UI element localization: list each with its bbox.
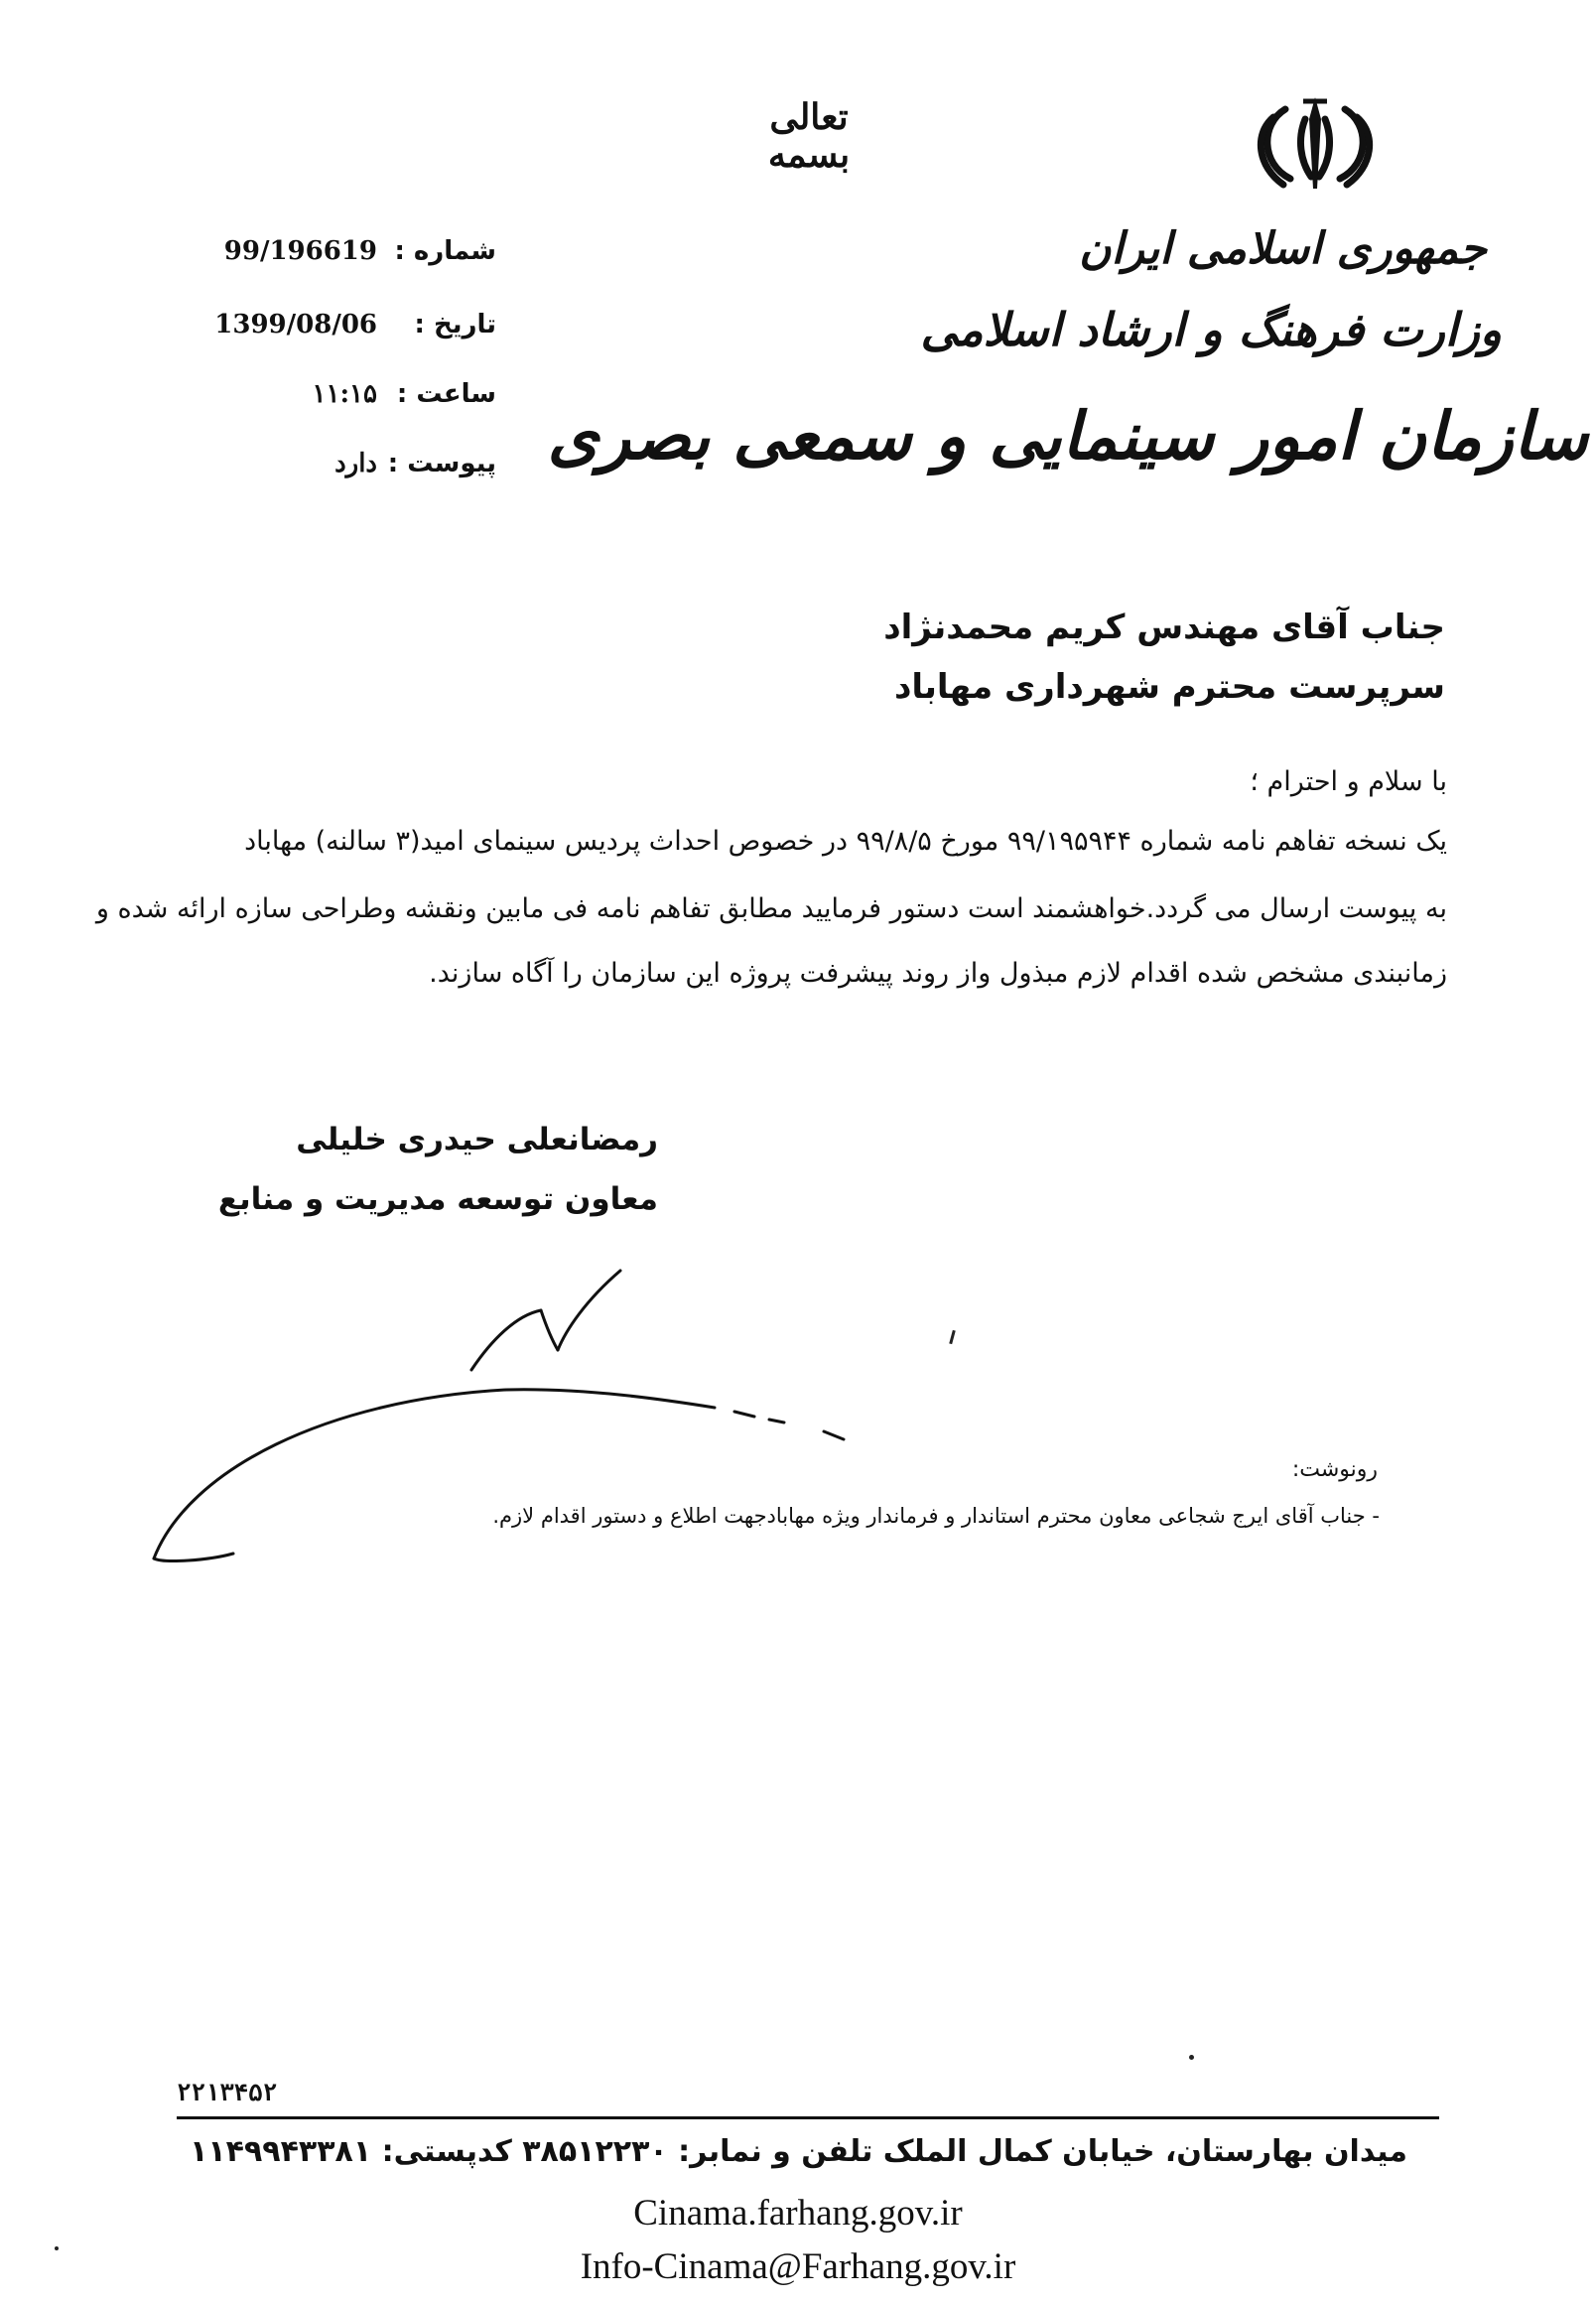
meta-label: پیوست : bbox=[387, 449, 496, 478]
body-line: زمانبندی مشخص شده اقدام لازم مبذول واز روند پیشرفت پروژه این سازمان را آگاه سازند. bbox=[429, 958, 1447, 989]
document-code: ۲۲۱۳۴۵۲ bbox=[177, 2079, 278, 2106]
meta-label: شماره : bbox=[394, 236, 496, 266]
meta-time bbox=[199, 379, 496, 429]
invocation-line-head: بسمه bbox=[767, 133, 851, 176]
invocation bbox=[754, 96, 864, 176]
email-link[interactable]: Info-Cinama@Farhang.gov.ir bbox=[580, 2246, 1016, 2287]
ink-mark bbox=[949, 1330, 956, 1344]
recipient-title: سرپرست محترم شهرداری مهاباد bbox=[893, 667, 1445, 707]
greeting: با سلام و احترام ؛ bbox=[1250, 766, 1447, 797]
organization-name: سازمان امور سینمایی و سمعی بصری bbox=[547, 397, 1588, 474]
meta-label: ساعت : bbox=[396, 379, 496, 409]
meta-number bbox=[199, 236, 496, 286]
signatory-title: معاون توسعه مدیریت و منابع bbox=[217, 1181, 658, 1217]
body-line: به پیوست ارسال می گردد.خواهشمند است دستور فرمایید مطابق تفاهم نامه فی مابین ونقشه وطراحی سازه ارائه شده و bbox=[95, 893, 1447, 924]
recipient-name: جناب آقای مهندس کریم محمدنژاد bbox=[883, 608, 1445, 647]
handwritten-signature bbox=[149, 1261, 893, 1578]
country-name: جمهوری اسلامی ایران bbox=[1079, 223, 1487, 274]
ink-dot bbox=[1189, 2055, 1194, 2060]
ministry-name: وزارت فرهنگ و ارشاد اسلامی bbox=[920, 303, 1502, 356]
meta-date bbox=[199, 310, 496, 359]
body-line: یک نسخه تفاهم نامه شماره ۹۹/۱۹۵۹۴۴ مورخ ۹۹/۸/۵ در خصوص احداث پردیس سینمای امید(۳ سالنه) مهاباد bbox=[244, 826, 1447, 857]
meta-value: ۱۱:۱۵ bbox=[312, 379, 377, 409]
iran-emblem-icon bbox=[1246, 89, 1385, 199]
invocation-line-tail: تعالی bbox=[769, 96, 849, 138]
meta-value: دارد bbox=[334, 449, 377, 478]
cc-line: - جناب آقای ایرج شجاعی معاون محترم استاندار و فرماندار ویژه مهابادجهت اطلاع و دستور اقدام لازم. bbox=[492, 1504, 1380, 1528]
footer-address: میدان بهارستان، خیابان کمال الملک تلفن و نمابر: ۳۸۵۱۲۲۳۰ کدپستی: ۱۱۴۹۹۴۳۳۸۱ bbox=[190, 2134, 1407, 2169]
footer-divider bbox=[177, 2116, 1439, 2119]
cc-heading: رونوشت: bbox=[1291, 1457, 1378, 1482]
signatory-name: رمضانعلی حیدری خلیلی bbox=[296, 1122, 658, 1157]
meta-attachment bbox=[199, 449, 496, 498]
meta-value: 1399/08/06 bbox=[214, 310, 377, 339]
website-link[interactable]: Cinama.farhang.gov.ir bbox=[633, 2193, 963, 2234]
meta-label: تاریخ : bbox=[414, 310, 496, 339]
meta-value: 99/196619 bbox=[223, 236, 377, 266]
